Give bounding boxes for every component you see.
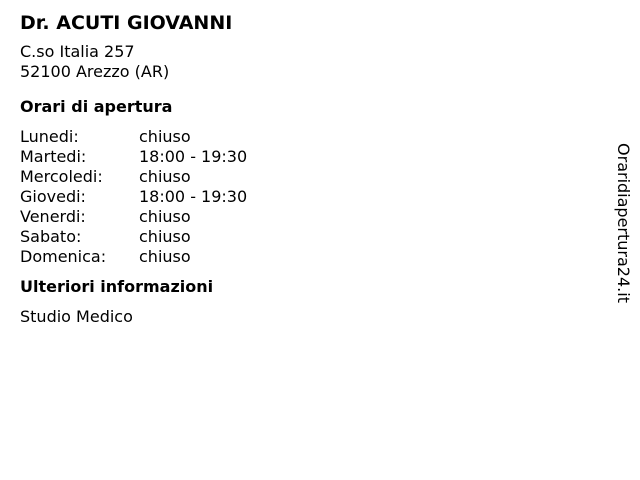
day-label: Venerdi: xyxy=(20,207,86,226)
day-label: Martedi: xyxy=(20,147,87,166)
hours-row-sunday xyxy=(20,247,600,267)
address-city: 52100 Arezzo (AR) xyxy=(20,62,170,81)
address-block xyxy=(20,42,600,82)
day-label: Lunedi: xyxy=(20,127,79,146)
hours-value: chiuso xyxy=(139,127,191,146)
hours-row-saturday xyxy=(20,227,600,247)
hours-value: chiuso xyxy=(139,227,191,246)
opening-hours-table xyxy=(20,127,600,267)
hours-row-tuesday xyxy=(20,147,600,167)
further-info-title: Ulteriori informazioni xyxy=(20,277,214,296)
day-label: Giovedi: xyxy=(20,187,86,206)
hours-row-monday xyxy=(20,127,600,147)
day-label: Mercoledi: xyxy=(20,167,103,186)
opening-hours-title: Orari di apertura xyxy=(20,97,173,116)
hours-value: chiuso xyxy=(139,167,191,186)
hours-row-friday xyxy=(20,207,600,227)
business-name: Dr. ACUTI GIOVANNI xyxy=(20,12,233,34)
business-card xyxy=(20,10,600,327)
address-street: C.so Italia 257 xyxy=(20,42,135,61)
hours-value: chiuso xyxy=(139,247,191,266)
day-label: Sabato: xyxy=(20,227,82,246)
hours-row-wednesday xyxy=(20,167,600,187)
further-info-text: Studio Medico xyxy=(20,307,133,326)
hours-value: 18:00 - 19:30 xyxy=(139,187,248,206)
site-watermark: Oraridiapertura24.it xyxy=(614,143,633,303)
day-label: Domenica: xyxy=(20,247,107,266)
hours-value: 18:00 - 19:30 xyxy=(139,147,248,166)
hours-value: chiuso xyxy=(139,207,191,226)
hours-row-thursday xyxy=(20,187,600,207)
